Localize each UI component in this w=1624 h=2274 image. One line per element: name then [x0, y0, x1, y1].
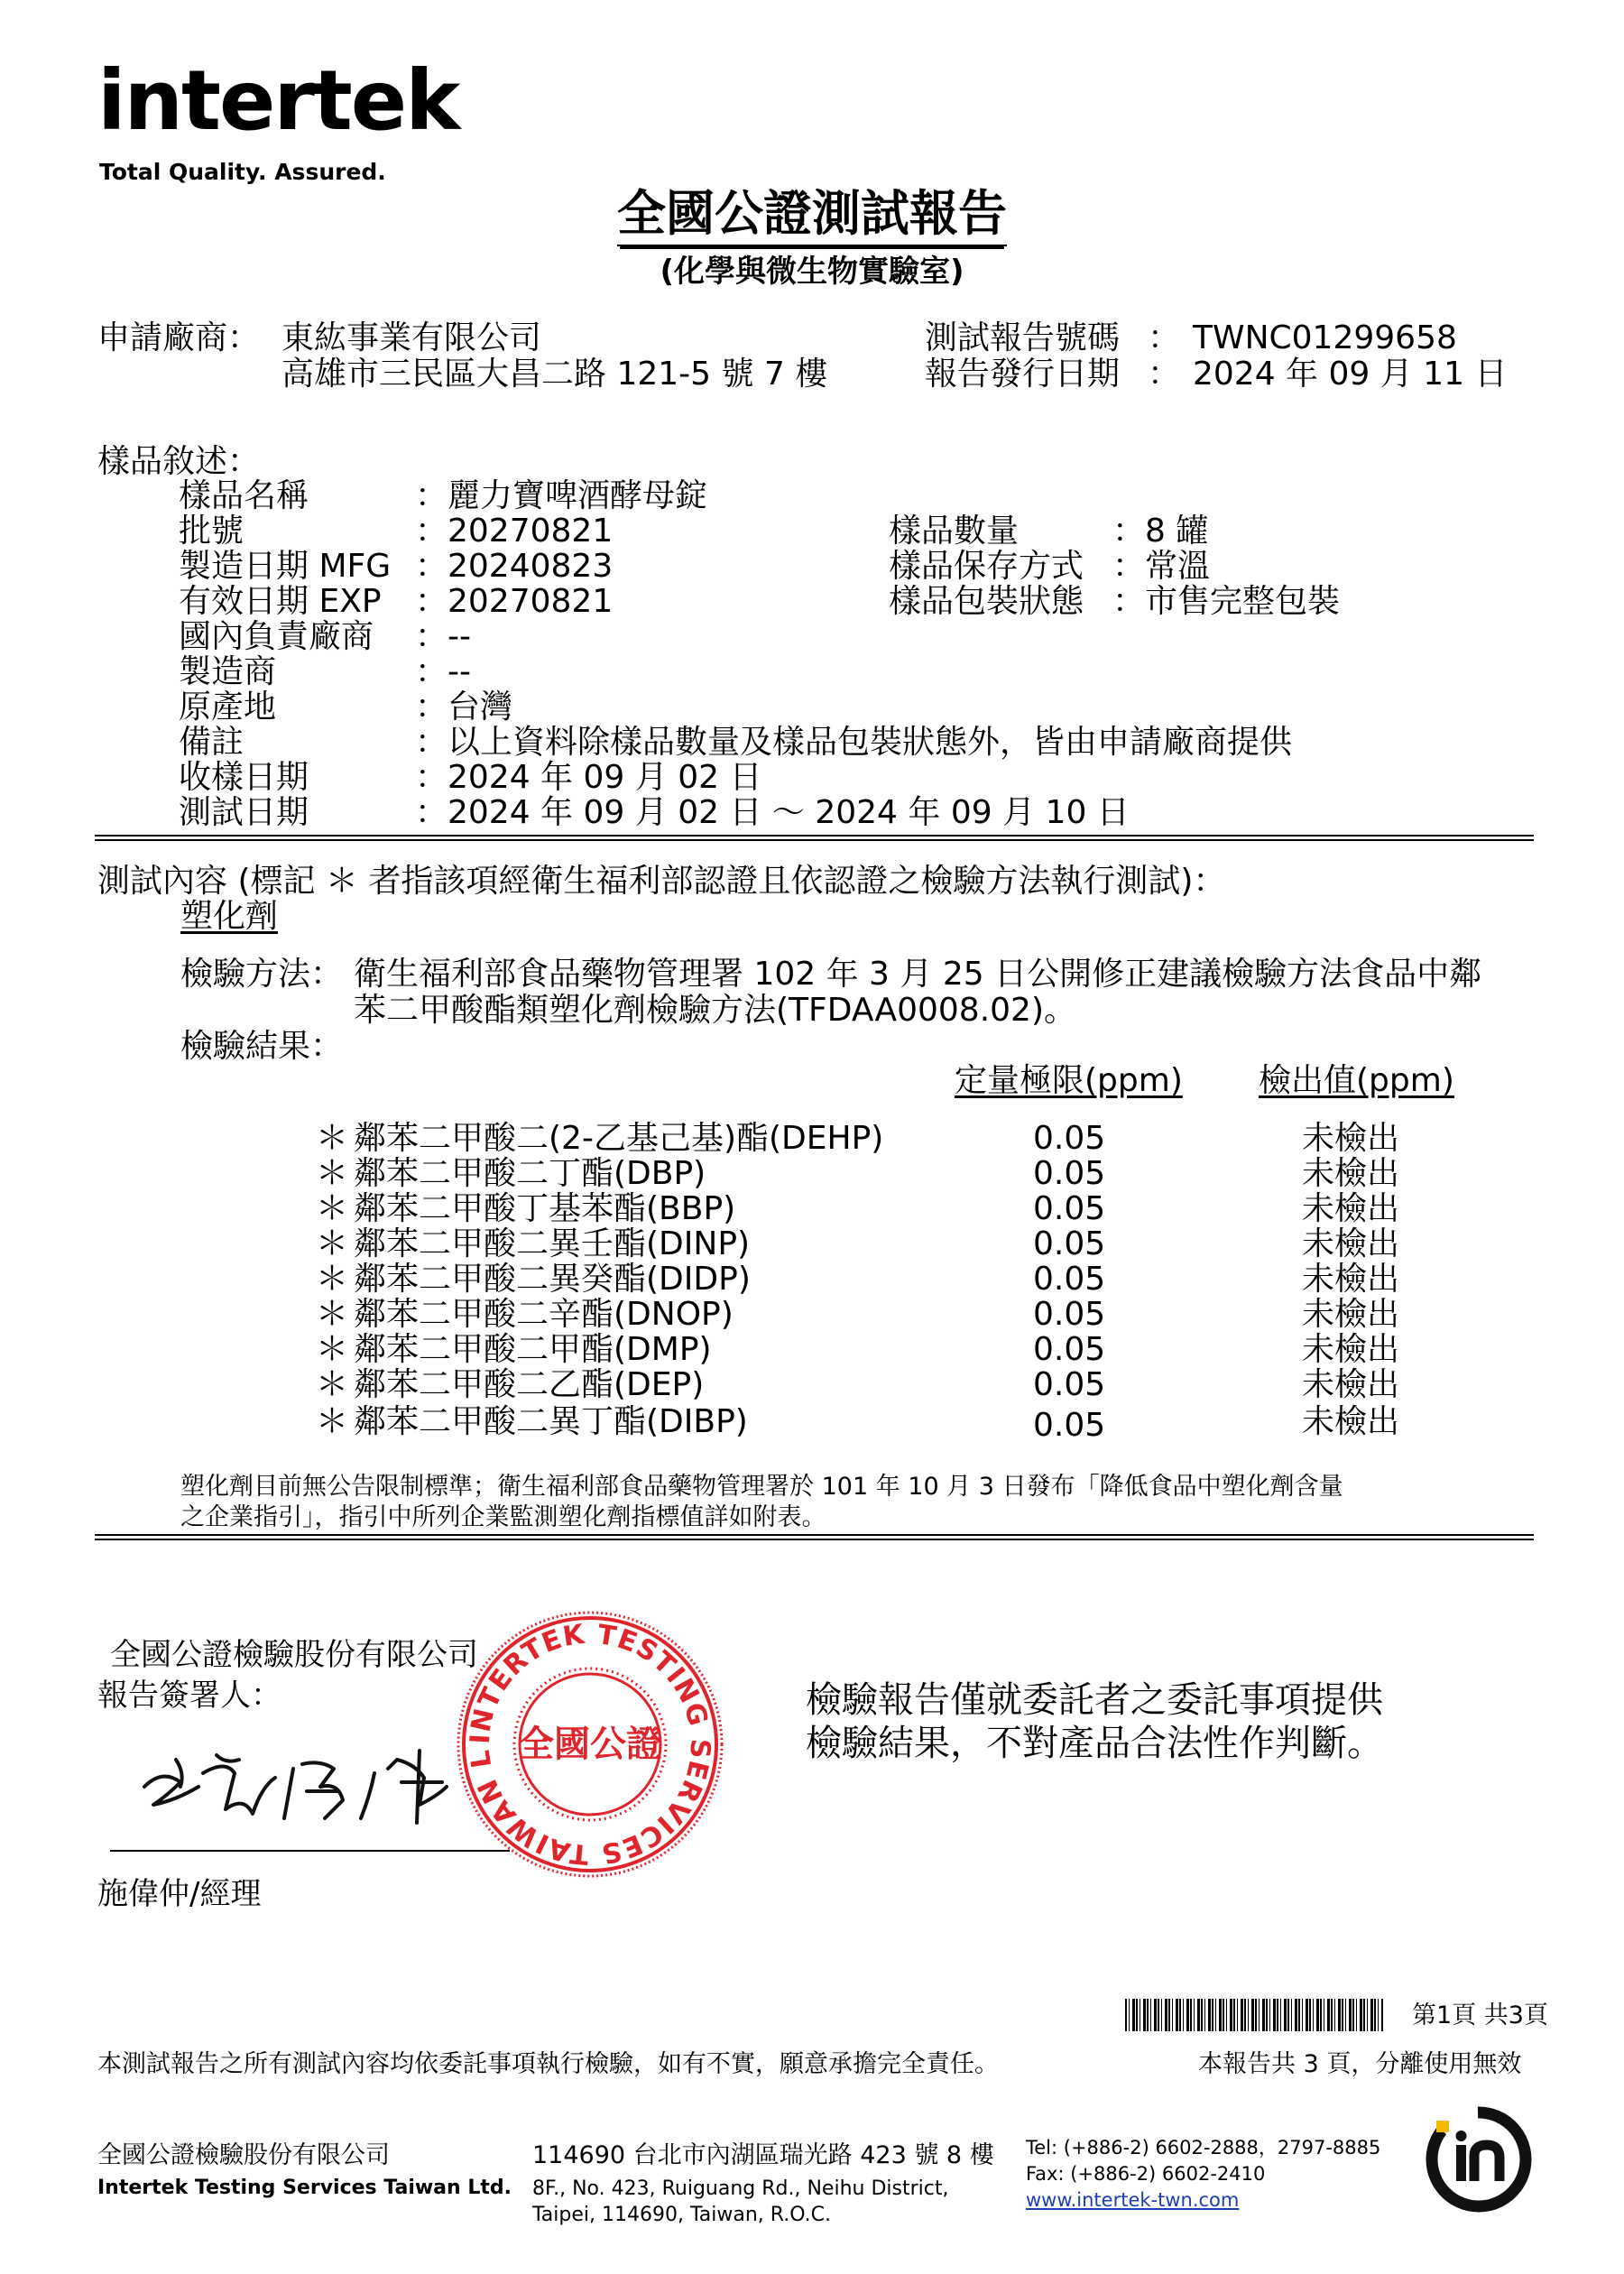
signer-label: 報告簽署人： — [97, 1678, 281, 1714]
compound-name: 鄰苯二甲酸二甲酯(DMP) — [354, 1331, 712, 1368]
quant-limit: 0.05 — [1033, 1190, 1106, 1227]
field-label: 樣品包裝狀態 — [889, 583, 1084, 620]
report-title: 全國公證測試報告 — [0, 185, 1624, 246]
quant-limit: 0.05 — [1033, 1225, 1106, 1262]
field-value: ：以上資料除樣品數量及樣品包裝狀態外，皆由申請廠商提供 — [415, 724, 1293, 761]
footer-address-en-2: Taipei, 114690, Taiwan, R.O.C. — [532, 2204, 832, 2226]
accredited-mark: ＊ — [316, 1331, 349, 1368]
pages-note: 本報告共 3 頁，分離使用無效 — [1198, 2050, 1522, 2078]
footer-website-link[interactable]: www.intertek-twn.com — [1026, 2189, 1240, 2211]
footer-statement: 本測試報告之所有測試內容均依委託事項執行檢驗，如有不實，願意承擔完全責任。 — [97, 2050, 999, 2078]
table-row — [316, 1403, 1489, 1444]
disclaimer — [806, 1678, 1383, 1765]
compound-name: 鄰苯二甲酸二丁酯(DBP) — [354, 1155, 706, 1192]
field-label: 批號 — [179, 513, 245, 550]
table-row — [316, 1332, 1489, 1367]
field-value: ：20270821 — [415, 513, 614, 550]
field-value: ：台灣 — [415, 689, 513, 726]
report-subtitle: (化學與微生物實驗室) — [660, 254, 964, 290]
quant-limit: 0.05 — [1033, 1366, 1106, 1403]
accredited-mark: ＊ — [316, 1261, 349, 1298]
signature-line — [110, 1850, 510, 1852]
detected-value: 未檢出 — [1302, 1190, 1400, 1227]
compound-name: 鄰苯二甲酸二異壬酯(DINP) — [354, 1225, 751, 1262]
field-label: 測試日期 — [179, 794, 309, 831]
accredited-mark: ＊ — [316, 1403, 349, 1440]
method-line-1: 衛生福利部食品藥物管理署 102 年 3 月 25 日公開修正建議檢驗方法食品中鄰 — [354, 956, 1482, 993]
detected-value: 未檢出 — [1302, 1296, 1400, 1333]
table-row — [316, 1121, 1489, 1156]
detected-value: 未檢出 — [1302, 1120, 1400, 1157]
accredited-mark: ＊ — [316, 1155, 349, 1192]
regulation-note-2: 之企業指引」，指引中所列企業監測塑化劑指標值詳如附表。 — [180, 1503, 826, 1531]
field-label: 原產地 — [179, 689, 277, 726]
accredited-mark: ＊ — [316, 1120, 349, 1157]
accredited-mark: ＊ — [316, 1296, 349, 1333]
detected-value: 未檢出 — [1302, 1261, 1400, 1298]
section-divider — [95, 1534, 1534, 1540]
result-label: 檢驗結果： — [180, 1028, 344, 1065]
quant-limit: 0.05 — [1033, 1296, 1106, 1333]
handwritten-signature — [126, 1733, 469, 1832]
test-heading: 測試內容 (標記 ＊ 者指該項經衛生福利部認證且依認證之檢驗方法執行測試)： — [97, 863, 1226, 900]
applicant-label: 申請廠商： — [97, 319, 261, 356]
footer-tel: Tel: (+886-2) 6602-2888，2797-8885 — [1026, 2137, 1381, 2158]
compound-name: 鄰苯二甲酸二乙酯(DEP) — [354, 1366, 705, 1403]
field-label: 製造日期 MFG — [179, 548, 392, 585]
field-value: ：20240823 — [415, 548, 614, 585]
issue-date: 2024 年 09 月 11 日 — [1193, 356, 1508, 393]
method-label: 檢驗方法： — [180, 956, 344, 993]
field-value: ：市售完整包裝 — [1112, 583, 1341, 620]
accredited-mark: ＊ — [316, 1190, 349, 1227]
issue-date-label: 報告發行日期 — [925, 356, 1121, 393]
accredited-mark: ＊ — [316, 1366, 349, 1403]
field-value: ：-- — [415, 618, 471, 655]
barcode — [1125, 1999, 1383, 2031]
report-no: TWNC01299658 — [1193, 319, 1457, 356]
col-header-limit: 定量極限(ppm) — [955, 1062, 1183, 1099]
field-value: ：20270821 — [415, 583, 614, 620]
field-label: 有效日期 EXP — [179, 583, 382, 620]
table-row — [316, 1367, 1489, 1402]
footer-fax: Fax: (+886-2) 6602-2410 — [1026, 2163, 1266, 2185]
field-value: ：麗力寶啤酒酵母錠 — [415, 477, 708, 514]
footer-company-zh: 全國公證檢驗股份有限公司 — [97, 2141, 390, 2169]
compound-name: 鄰苯二甲酸二辛酯(DNOP) — [354, 1296, 734, 1333]
sample-heading: 樣品敘述： — [97, 443, 261, 480]
quant-limit: 0.05 — [1033, 1155, 1106, 1192]
field-label: 樣品名稱 — [179, 477, 309, 514]
table-row — [316, 1262, 1489, 1297]
table-row — [316, 1191, 1489, 1226]
table-row — [316, 1226, 1489, 1262]
applicant-address: 高雄市三民區大昌二路 121-5 號 7 樓 — [281, 356, 828, 393]
footer-company-en: Intertek Testing Services Taiwan Ltd. — [97, 2177, 512, 2199]
table-row — [316, 1156, 1489, 1191]
disclaimer-line-1: 檢驗報告僅就委託者之委託事項提供 — [806, 1679, 1383, 1721]
compound-name: 鄰苯二甲酸丁基苯酯(BBP) — [354, 1190, 736, 1227]
compound-name: 鄰苯二甲酸二異癸酯(DIDP) — [354, 1261, 751, 1298]
accredited-mark: ＊ — [316, 1225, 349, 1262]
field-value: ：2024 年 09 月 02 日 — [415, 759, 762, 796]
compound-name: 鄰苯二甲酸二異丁酯(DIBP) — [354, 1403, 748, 1440]
intertek-circle-logo-icon — [1424, 2105, 1532, 2214]
svg-text:INTERTEK TESTING SERVICES TAIW: INTERTEK TESTING SERVICES TAIWAN L — [464, 1618, 716, 1871]
footer-address-en-1: 8F., No. 423, Ruiguang Rd., Neihu District, — [532, 2177, 949, 2200]
results-table — [316, 1121, 1489, 1446]
disclaimer-line-2: 檢驗結果，不對產品合法性作判斷。 — [806, 1723, 1383, 1764]
test-category: 塑化劑 — [180, 898, 279, 935]
field-label: 備註 — [179, 724, 245, 761]
field-value: ：8 罐 — [1112, 513, 1209, 550]
report-no-label: 測試報告號碼 — [925, 319, 1121, 356]
intertek-logo: intertek — [97, 52, 459, 149]
report-no-colon: ： — [1148, 319, 1181, 356]
field-label: 國內負責廠商 — [179, 618, 374, 655]
page-info: 第1頁 共3頁 — [1412, 2001, 1548, 2029]
signing-company: 全國公證檢驗股份有限公司 — [110, 1637, 478, 1673]
field-label: 樣品保存方式 — [889, 548, 1084, 585]
detected-value: 未檢出 — [1302, 1366, 1400, 1403]
detected-value: 未檢出 — [1302, 1225, 1400, 1262]
regulation-note-1: 塑化劑目前無公告限制標準；衛生福利部食品藥物管理署於 101 年 10 月 3 日發布「降低食品中塑化劑含量 — [180, 1473, 1343, 1501]
detected-value: 未檢出 — [1302, 1155, 1400, 1192]
detected-value: 未檢出 — [1302, 1403, 1400, 1440]
field-label: 製造商 — [179, 653, 277, 690]
quant-limit: 0.05 — [1033, 1331, 1106, 1368]
applicant-name: 東紘事業有限公司 — [281, 319, 542, 356]
signer-name: 施偉仲/經理 — [97, 1876, 262, 1912]
quant-limit: 0.05 — [1033, 1261, 1106, 1298]
company-stamp — [454, 1608, 726, 1881]
table-row — [316, 1297, 1489, 1332]
issue-date-colon: ： — [1148, 356, 1181, 393]
field-value: ：-- — [415, 653, 471, 690]
method-line-2: 苯二甲酸酯類塑化劑檢驗方法(TFDAA0008.02)。 — [354, 992, 1077, 1029]
quant-limit: 0.05 — [1033, 1120, 1106, 1157]
field-value: ：常溫 — [1112, 548, 1211, 585]
stamp-center-text: 全國公證 — [518, 1724, 662, 1765]
field-label: 樣品數量 — [889, 513, 1020, 550]
detected-value: 未檢出 — [1302, 1331, 1400, 1368]
footer-address-zh: 114690 台北市內湖區瑞光路 423 號 8 樓 — [532, 2141, 994, 2169]
field-label: 收樣日期 — [179, 759, 309, 796]
section-divider — [95, 835, 1534, 841]
col-header-value: 檢出值(ppm) — [1259, 1062, 1454, 1099]
field-value: ：2024 年 09 月 02 日 ～ 2024 年 09 月 10 日 — [415, 794, 1130, 831]
tagline: Total Quality. Assured. — [99, 159, 386, 185]
compound-name: 鄰苯二甲酸二(2-乙基己基)酯(DEHP) — [354, 1120, 884, 1157]
quant-limit: 0.05 — [1033, 1407, 1106, 1444]
